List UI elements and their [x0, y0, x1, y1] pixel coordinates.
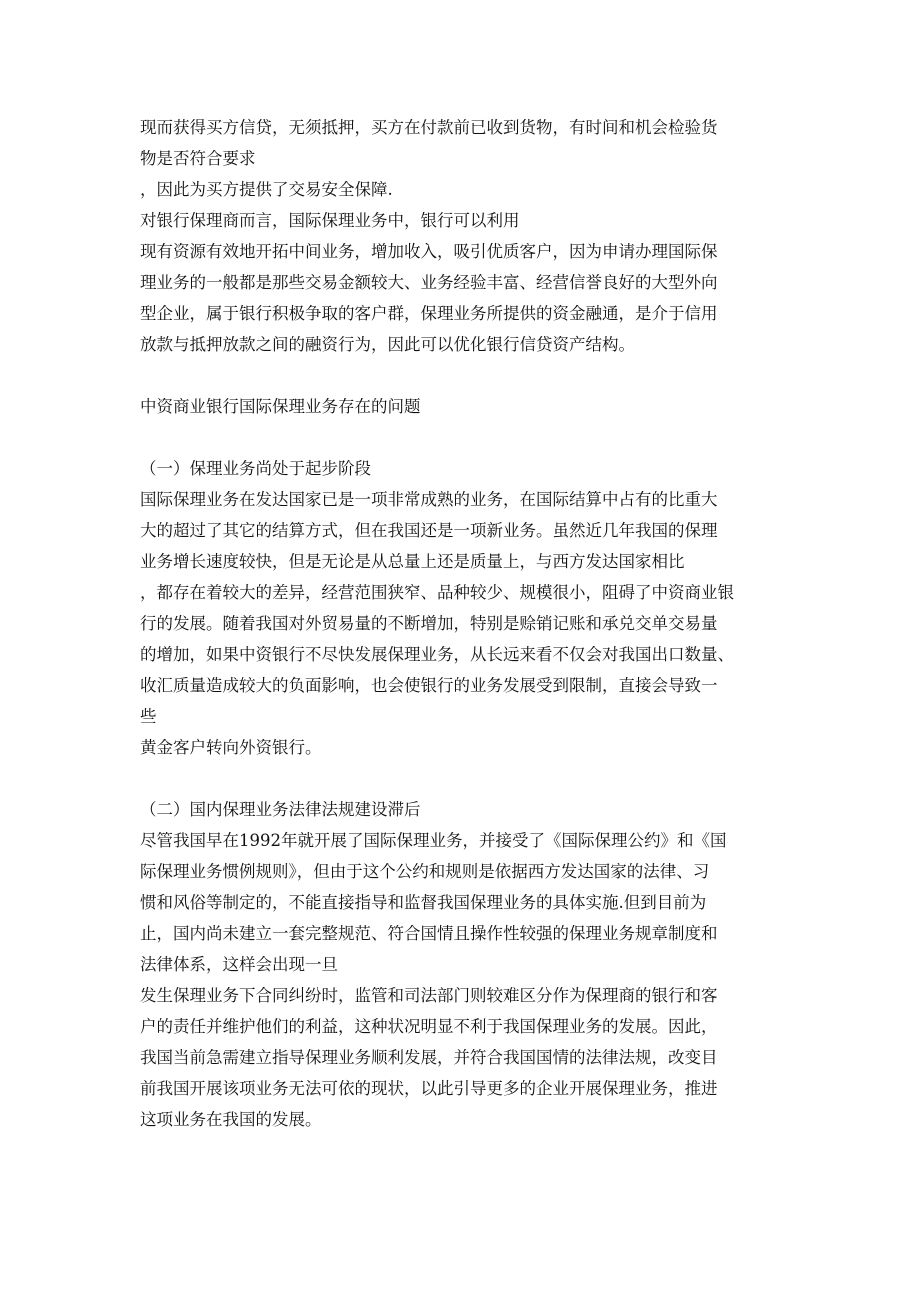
section-heading: 中资商业银行国际保理业务存在的问题 [140, 397, 421, 416]
text-line: 黄金客户转向外资银行。 [140, 738, 322, 757]
text-line: 对银行保理商而言，国际保理业务中，银行可以利用 [140, 211, 520, 230]
spacer [140, 422, 780, 453]
text-line: 发生保理业务下合同纠纷时，监管和司法部门则较难区分作为保理商的银行和客 [140, 986, 718, 1005]
paragraph-early-stage [140, 484, 780, 763]
text-line: ，因此为买方提供了交易安全保障. [140, 180, 393, 199]
text-line: 现而获得买方信贷，无须抵押，买方在付款前已收到货物，有时间和机会检验货 [140, 118, 718, 137]
text-line: 放款与抵押放款之间的融资行为，因此可以优化银行信贷资产结构。 [140, 335, 635, 354]
text-line: 际保理业务惯例规则》，但由于这个公约和规则是依据西方发达国家的法律、习 [140, 862, 710, 881]
spacer [140, 763, 780, 794]
text-line: 理业务的一般都是那些交易金额较大、业务经验丰富、经营信誉良好的大型外向 [140, 273, 718, 292]
paragraph-buyer-benefit [140, 112, 780, 360]
text-line: 这项业务在我国的发展。 [140, 1110, 322, 1129]
spacer [140, 360, 780, 391]
text-line: 户的责任并维护他们的利益，这种状况明显不利于我国保理业务的发展。因此， [140, 1017, 718, 1036]
text-line: 些 [140, 707, 157, 726]
text-line: 型企业，属于银行积极争取的客户群，保理业务所提供的资金融通，是介于信用 [140, 304, 718, 323]
text-line: 收汇质量造成较大的负面影响，也会使银行的业务发展受到限制，直接会导致一 [140, 676, 718, 695]
subsection-heading-2: （二）国内保理业务法律法规建设滞后 [140, 800, 421, 819]
text-line: 我国当前急需建立指导保理业务顺利发展，并符合我国国情的法律法规，改变目 [140, 1048, 718, 1067]
text-line: 法律体系，这样会出现一旦 [140, 955, 338, 974]
text-line: 业务增长速度较快，但是无论是从总量上还是质量上，与西方发达国家相比 [140, 552, 685, 571]
text-line: 尽管我国早在1992年就开展了国际保理业务，并接受了《国际保理公约》和《国 [140, 831, 727, 850]
text-line: 现有资源有效地开拓中间业务，增加收入，吸引优质客户，因为申请办理国际保 [140, 242, 718, 261]
text-line: 的增加，如果中资银行不尽快发展保理业务，从长远来看不仅会对我国出口数量、 [140, 645, 734, 664]
text-line: 物是否符合要求 [140, 149, 256, 168]
subsection-heading-1: （一）保理业务尚处于起步阶段 [140, 459, 371, 478]
paragraph-legal-lag [140, 825, 780, 1135]
document-body [140, 112, 780, 1135]
text-line: 惯和风俗等制定的，不能直接指导和监督我国保理业务的具体实施.但到目前为 [140, 893, 707, 912]
text-line: 国际保理业务在发达国家已是一项非常成熟的业务，在国际结算中占有的比重大 [140, 490, 718, 509]
text-line: 行的发展。随着我国对外贸易量的不断增加，特别是赊销记账和承兑交单交易量 [140, 614, 718, 633]
text-line: 前我国开展该项业务无法可依的现状，以此引导更多的企业开展保理业务，推进 [140, 1079, 718, 1098]
text-line: 止，国内尚未建立一套完整规范、符合国情且操作性较强的保理业务规章制度和 [140, 924, 718, 943]
text-line: 大的超过了其它的结算方式，但在我国还是一项新业务。虽然近几年我国的保理 [140, 521, 718, 540]
text-line: ，都存在着较大的差异，经营范围狭窄、品种较少、规模很小，阻碍了中资商业银 [140, 583, 734, 602]
